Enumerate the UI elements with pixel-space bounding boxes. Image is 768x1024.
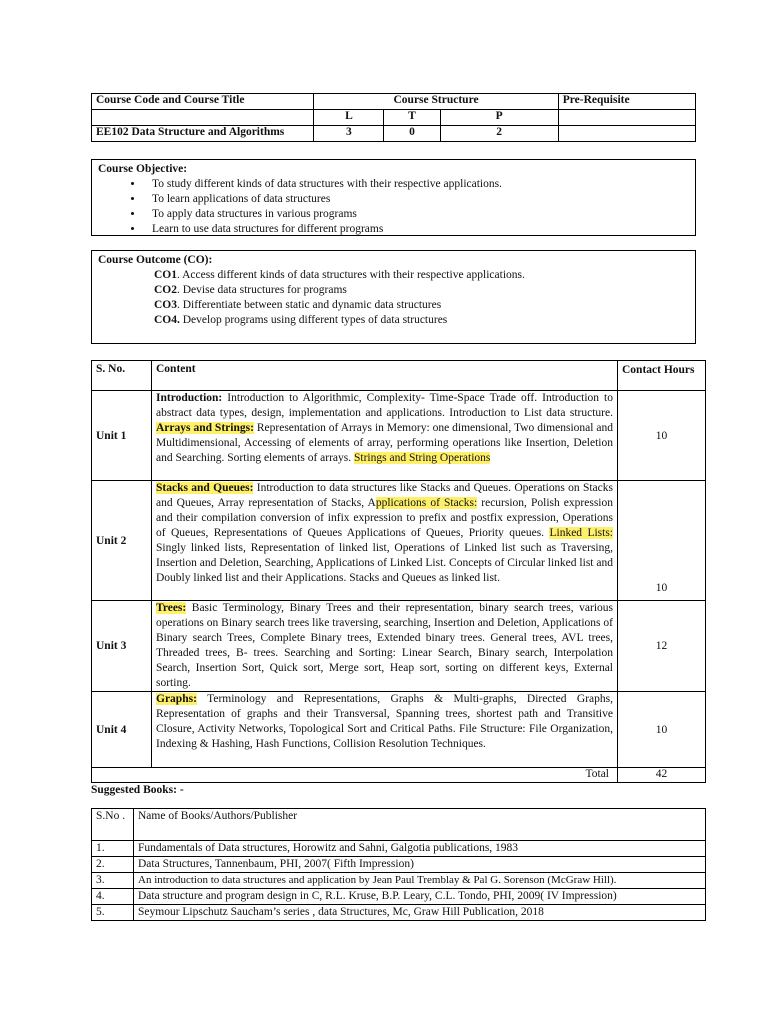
practical-value: 2 [440,126,558,142]
hours-header: Contact Hours [618,361,706,391]
objective-list [98,177,689,237]
outcome-code: CO2 [154,284,177,296]
unit-text-segment: Graphs: [156,693,197,705]
book-name: Seymour Lipschutz Saucham’s series , data Structures, Mc, Graw Hill Publication, 2018 [134,905,706,921]
book-name: Fundamentals of Data structures, Horowitz and Sahni, Galgotia publications, 1983 [134,841,706,857]
practical-header: P [440,110,558,126]
sno-header: S. No. [92,361,152,391]
lecture-value: 3 [314,126,384,142]
unit-text-segment: Stacks and Queues: [156,482,254,494]
unit-text-segment: Representation of Arrays in Memory: one dimensional, Two dimensional and Multidimensional, Accessing of elements of array, performing operations like Insertion, Deletion and Searching. Sorting elements of arrays. [156,422,613,464]
unit-content [152,692,618,768]
book-name: An introduction to data structures and application by Jean Paul Tremblay & Pal G. Sorenson (McGraw Hill). [134,873,706,889]
unit-text-segment: Arrays and Strings: [156,422,254,434]
unit-hours: 10 [618,692,706,768]
course-title-header: Course Code and Course Title [92,94,314,110]
unit-text-segment: pplications of Stacks: [375,497,478,509]
outcome-text: Develop programs using different types of data structures [179,314,448,326]
content-table [91,360,706,783]
total-label: Total [92,768,618,783]
outcome-item [98,313,689,328]
outcome-code: CO4. [154,314,180,326]
books-heading: Suggested Books: - [91,784,184,796]
objective-item: • To study different kinds of data structures with their respective applications. [144,177,689,192]
content-header: Content [152,361,618,391]
outcome-item [98,268,689,283]
prerequisite-value [558,126,695,142]
unit-content [152,601,618,692]
unit-text-segment: Strings and String Operations [354,452,491,464]
unit-label: Unit 1 [92,391,152,481]
prerequisite-header: Pre-Requisite [558,94,695,110]
outcome-item [98,298,689,313]
unit-text-segment: Singly linked lists, Representation of linked list, Operations of Linked list such as Traversing, Insertion and Deletion, Searching, Applications of Linked List. Concepts of Circular linked list and Doubly linked list and their Applications. Stacks and Queues as linked list. [156,542,613,584]
blank-cell [92,110,314,126]
book-no: 3. [92,873,134,889]
total-value: 42 [618,768,706,783]
unit-text-segment: Introduction to data structures like Stacks and Queues. Operations on Stacks and Queues, Array representation of Stacks, A [156,482,613,509]
outcome-code: CO3 [154,299,177,311]
unit-label: Unit 4 [92,692,152,768]
outcome-code: CO1 [154,269,177,281]
book-name: Data structure and program design in C, R.L. Kruse, B.P. Leary, C.L. Tondo, PHI, 2009( IV Impression) [134,889,706,905]
outcome-item [98,283,689,298]
unit-content [152,481,618,601]
unit-label: Unit 2 [92,481,152,601]
course-structure-header: Course Structure [314,94,558,110]
unit-label: Unit 3 [92,601,152,692]
book-no: 4. [92,889,134,905]
outcome-heading: Course Outcome (CO): [98,254,213,266]
objective-heading: Course Objective: [98,163,188,175]
unit-text-segment: Terminology and Representations, Graphs & Multi-graphs, Directed Graphs, Representation of graphs and their Transversal, Spanning trees, shortest path and Transitive Closure, Activity Networks, Topological Sort and Critical Paths. File Structure: File Organization, Indexing & Hashing, Hash Functions, Collision Resolution Techniques. [156,693,613,750]
tutorial-header: T [384,110,440,126]
unit-hours: 10 [618,391,706,481]
outcome-text: . Devise data structures for programs [177,284,347,296]
unit-text-segment: Linked Lists: [549,527,613,539]
book-no: 1. [92,841,134,857]
unit-text-segment: Introduction: [156,392,223,404]
unit-text-segment: Basic Terminology, Binary Trees and their representation, binary search trees, various operations on Binary search trees like traversing, searching, Insertion and Deletion, Applications of Binary search Trees, Complete Binary trees, Extended binary trees. General trees, AVL trees, Threaded trees, B- trees. Searching and Sorting: Linear Search, Binary search, Interpolation Search, Insertion Sort, Quick sort, Merge sort, Heap sort, sorting on different keys, External sorting. [156,602,613,689]
tutorial-value: 0 [384,126,440,142]
unit-content [152,391,618,481]
objective-item: • Learn to use data structures for different programs [144,222,689,237]
unit-hours: 12 [618,601,706,692]
lecture-header: L [314,110,384,126]
unit-hours: 10 [618,481,706,601]
outcome-text: . Differentiate between static and dynamic data structures [177,299,442,311]
books-sno-header: S.No . [92,809,134,841]
course-objective-box [91,159,696,236]
course-header-table [91,93,696,142]
unit-text-segment: recursion, Polish expression and their compilation conversion of infix expression to prefix and postfix expression, Operations of Queues, Representations of Queues Applications of Queues, Priority queues. [156,497,613,539]
book-no: 5. [92,905,134,921]
book-name: Data Structures, Tannenbaum, PHI, 2007( Fifth Impression) [134,857,706,873]
objective-item: • To apply data structures in various programs [144,207,689,222]
objective-item: • To learn applications of data structures [144,192,689,207]
unit-text-segment: Trees: [156,602,187,614]
blank-cell [558,110,695,126]
book-no: 2. [92,857,134,873]
course-outcome-box [91,250,696,344]
outcome-text: . Access different kinds of data structures with their respective applications. [177,269,525,281]
course-name: EE102 Data Structure and Algorithms [92,126,314,142]
books-name-header: Name of Books/Authors/Publisher [134,809,706,841]
unit-text-segment: Introduction to Algorithmic, Complexity- Time-Space Trade off. Introduction to abstract data types, design, implementation and applications. Introduction to List data structure. [156,392,613,419]
books-table [91,808,706,921]
